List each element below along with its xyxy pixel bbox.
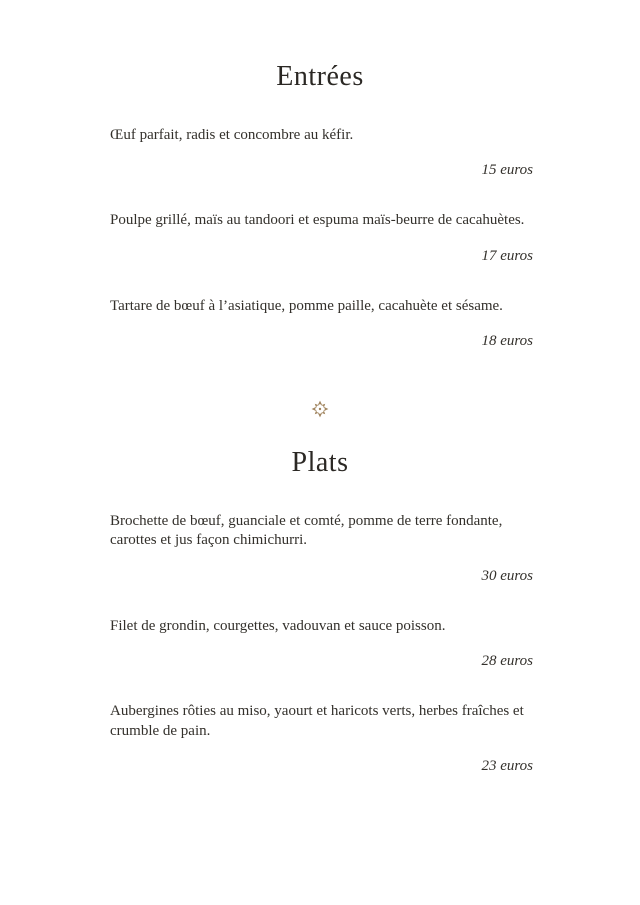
menu-item (0, 297, 640, 351)
dish-description: Tartare de bœuf à l’asiatique, pomme paille, cacahuète et sésame. (110, 297, 503, 314)
dish-description: Poulpe grillé, maïs au tandoori et espuma maïs-beurre de cacahuètes. (110, 212, 525, 229)
dish-description: Filet de grondin, courgettes, vadouvan et sauce poisson. (110, 617, 446, 634)
dish-price: 17 euros (481, 247, 533, 264)
menu-item (0, 702, 640, 775)
dish-description: Œuf parfait, radis et concombre au kéfir. (110, 126, 354, 143)
dish-price: 28 euros (481, 653, 533, 670)
dish-price: 30 euros (481, 567, 533, 584)
dish-description: Brochette de bœuf, guanciale et comté, pomme de terre fondante, carottes et jus façon chimichurri. (110, 512, 503, 549)
dish-description: Aubergines rôties au miso, yaourt et haricots verts, herbes fraîches et crumble de pain. (110, 703, 524, 739)
dish-price: 15 euros (481, 162, 533, 179)
section-title-plats: Plats (291, 447, 349, 479)
menu-item (0, 512, 640, 585)
section-title-entrees: Entrées (276, 61, 364, 92)
menu-item (0, 617, 640, 671)
sparkle-fleuron-icon (311, 400, 329, 418)
dish-price: 23 euros (481, 758, 533, 775)
menu-item (0, 126, 640, 180)
dish-price: 18 euros (481, 333, 533, 350)
menu-item (0, 211, 640, 265)
